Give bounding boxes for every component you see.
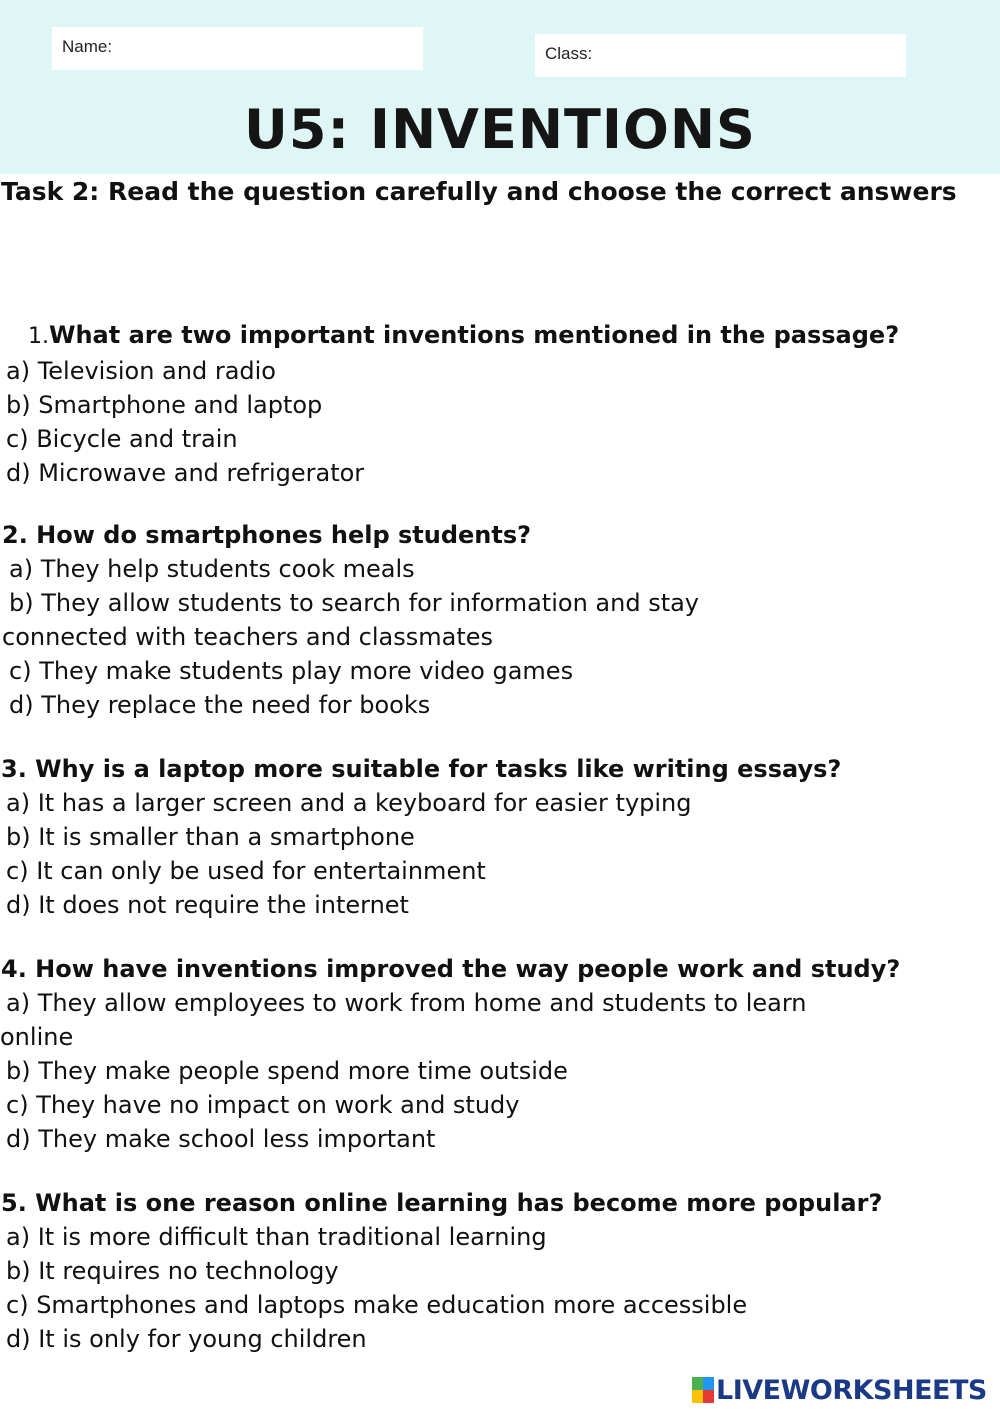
name-field[interactable]	[52, 27, 423, 70]
question-2-title: 2. How do smartphones help students?	[2, 521, 532, 549]
question-2-option-b-continuation: connected with teachers and classmates	[2, 623, 494, 651]
page-title: U5: INVENTIONS	[244, 98, 756, 161]
question-4-option-a-text: a) They allow employees to work from home and students to learn	[6, 989, 807, 1017]
question-3-title: 3. Why is a laptop more suitable for tasks like writing essays?	[1, 755, 842, 783]
question-1-title	[0, 318, 1000, 354]
question-4-option-a-continuation: online	[0, 1023, 74, 1051]
question-5-title: 5. What is one reason online learning has become more popular?	[1, 1189, 883, 1217]
question-2	[0, 518, 1000, 722]
question-5-option-c[interactable]: c) Smartphones and laptops make education more accessible	[6, 1291, 748, 1319]
question-1-option-b[interactable]: b) Smartphone and laptop	[6, 391, 323, 419]
question-1	[0, 318, 1000, 490]
question-1-text: What are two important inventions mentioned in the passage?	[49, 321, 900, 349]
question-4-option-b[interactable]: b) They make people spend more time outside	[6, 1057, 568, 1085]
question-2-option-a[interactable]: a) They help students cook meals	[9, 555, 415, 583]
class-label: Class:	[545, 44, 593, 63]
question-3-option-b[interactable]: b) It is smaller than a smartphone	[6, 823, 415, 851]
question-1-number: 1.	[28, 324, 49, 349]
question-3-option-c[interactable]: c) It can only be used for entertainment	[6, 857, 486, 885]
question-4-option-d[interactable]: d) They make school less important	[6, 1125, 436, 1153]
task-instruction: Task 2: Read the question carefully and choose the correct answers	[1, 177, 957, 206]
liveworksheets-logo-icon	[692, 1377, 714, 1403]
question-2-option-b-text: b) They allow students to search for information and stay	[9, 589, 700, 617]
question-4-option-c[interactable]: c) They have no impact on work and study	[6, 1091, 520, 1119]
name-label: Name:	[62, 37, 113, 56]
question-5-option-d[interactable]: d) It is only for young children	[6, 1325, 367, 1353]
logo-tile-blue	[703, 1377, 714, 1390]
question-1-option-d[interactable]: d) Microwave and refrigerator	[6, 459, 365, 487]
question-2-option-c[interactable]: c) They make students play more video games	[9, 657, 574, 685]
question-2-option-b[interactable]	[0, 586, 1000, 654]
brand-name: LIVEWORKSHEETS	[716, 1374, 987, 1406]
question-2-option-d[interactable]: d) They replace the need for books	[9, 691, 431, 719]
question-4	[0, 952, 1000, 1156]
question-5-option-a[interactable]: a) It is more difficult than traditional learning	[6, 1223, 547, 1251]
liveworksheets-brand	[692, 1372, 987, 1408]
question-1-option-a[interactable]: a) Television and radio	[6, 357, 276, 385]
logo-tile-red	[703, 1390, 714, 1403]
question-3-option-d[interactable]: d) It does not require the internet	[6, 891, 409, 919]
question-4-option-a[interactable]	[0, 986, 1000, 1054]
question-4-title: 4. How have inventions improved the way people work and study?	[1, 955, 901, 983]
logo-tile-green	[692, 1377, 703, 1390]
question-3	[0, 752, 1000, 922]
question-1-option-c[interactable]: c) Bicycle and train	[6, 425, 238, 453]
question-5-option-b[interactable]: b) It requires no technology	[6, 1257, 339, 1285]
question-5	[0, 1186, 1000, 1356]
class-field[interactable]	[535, 34, 906, 77]
logo-tile-yellow	[692, 1390, 703, 1403]
question-3-option-a[interactable]: a) It has a larger screen and a keyboard for easier typing	[6, 789, 692, 817]
